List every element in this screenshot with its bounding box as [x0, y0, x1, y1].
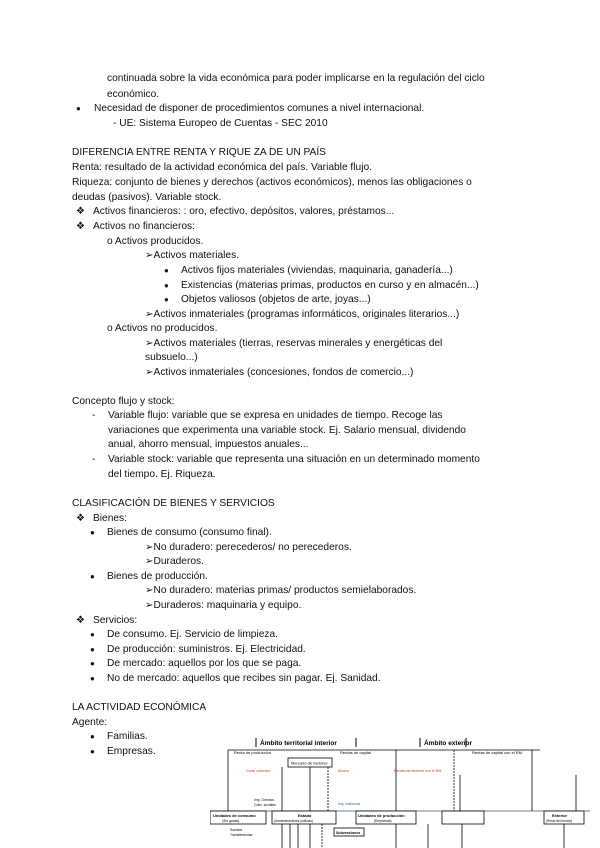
- diagram-label: Cons. colectivo: [246, 769, 271, 773]
- list-marker: ●: [164, 295, 169, 304]
- diagram-label: Cotiz. sociales: [254, 803, 276, 807]
- text-line: De producción: suministros. Ej. Electricidad.: [107, 644, 306, 655]
- list-marker: ●: [90, 674, 95, 683]
- diagram-label: (Resto del mundo): [546, 819, 573, 823]
- text-line: Bienes de producción.: [107, 571, 208, 582]
- diagram-label: Mercado de factores: [291, 760, 328, 766]
- text-line: Renta: resultado de la actividad económica del país. Variable flujo.: [72, 162, 372, 173]
- list-marker: ●: [90, 659, 95, 668]
- diagram-label: Imp. Indirectos: [338, 802, 361, 806]
- text-line: del tiempo. Ej. Riqueza.: [108, 469, 216, 480]
- text-line: LA ACTIVIDAD ECONÓMICA: [72, 702, 207, 713]
- text-line: Empresas.: [107, 746, 156, 757]
- list-marker: ❖: [76, 513, 86, 524]
- list-marker: ●: [90, 732, 95, 741]
- list-marker: ●: [90, 645, 95, 654]
- diagram-title-right: Ámbito exterior: [424, 740, 473, 747]
- text-line: Bienes:: [93, 513, 127, 524]
- text-line: anual, ahorro mensual, impuestos anuales...: [108, 439, 309, 450]
- diagram-label: (Sin ganas): [222, 819, 240, 823]
- economic-activity-diagram: [210, 735, 590, 848]
- list-marker: -: [92, 454, 96, 465]
- text-line: Riqueza: conjunto de bienes y derechos (activos económicos), menos las obligaciones o: [72, 177, 472, 188]
- diagram-label: Transferencias: [230, 833, 253, 837]
- text-line: Servicios:: [93, 615, 138, 626]
- text-line: económico.: [107, 89, 160, 100]
- text-line: deudas (pasivos). Variable stock.: [72, 192, 222, 203]
- text-line: subsuelo...): [145, 352, 198, 363]
- text-line: ➢Activos materiales.: [145, 250, 240, 261]
- list-marker: ●: [76, 104, 81, 113]
- text-line: De mercado: aquellos por los que se paga.: [107, 658, 302, 669]
- diagram-label: (Empresas): [374, 819, 392, 823]
- list-marker: ❖: [76, 615, 86, 626]
- list-marker: ●: [164, 266, 169, 275]
- diagram-label: (Administraciones públicas): [274, 819, 313, 823]
- diagram-label: Exterior: [552, 813, 568, 818]
- list-marker: -: [92, 410, 96, 421]
- diagram-label: Unidades de consumo: [213, 813, 256, 818]
- diagram-label: Ahorro: [338, 769, 349, 773]
- list-marker: ●: [90, 747, 95, 756]
- text-line: variaciones que experimenta una variable stock. Ej. Salario mensual, dividendo: [108, 425, 466, 436]
- list-marker: ●: [164, 281, 169, 290]
- text-line: De consumo. Ej. Servicio de limpieza.: [107, 629, 278, 640]
- diagram-label: Unidades de producción: [358, 813, 405, 818]
- text-line: No de mercado: aquellos que recibes sin pagar. Ej. Sanidad.: [107, 673, 381, 684]
- text-line: Activos fijos materiales (viviendas, maquinaria, ganadería...): [181, 265, 453, 276]
- text-line: Variable flujo: variable que se expresa en unidades de tiempo. Recoge las: [108, 410, 443, 421]
- diagram-label: Rentas de factores con el RM: [394, 769, 442, 773]
- list-marker: ●: [90, 572, 95, 581]
- text-line: - UE: Sistema Europeo de Cuentas - SEC 2010: [113, 118, 328, 129]
- text-line: ➢Activos inmateriales (concesiones, fondos de comercio...): [145, 367, 414, 378]
- text-line: ➢No duradero: perecederos/ no perecederos.: [145, 542, 352, 553]
- diagram-label: Rentas de capital con el RM: [472, 750, 523, 755]
- text-line: Existencias (materias primas, productos en curso y en almacén...): [181, 280, 479, 291]
- text-line: ➢Activos materiales (tierras, reservas minerales y energéticas del: [145, 338, 443, 349]
- list-marker: ●: [90, 630, 95, 639]
- diagram-label: Subvenciones: [336, 831, 361, 835]
- diagram-label: Imp. Directos: [254, 798, 274, 802]
- text-line: Activos financieros: : oro, efectivo, depósitos, valores, préstamos...: [93, 206, 395, 217]
- text-line: Activos no financieros:: [93, 221, 195, 232]
- text-line: Necesidad de disponer de procedimientos comunes a nivel internacional.: [94, 103, 425, 114]
- diagram-label: Estado: [298, 813, 312, 818]
- text-line: DIFERENCIA ENTRE RENTA Y RIQUE ZA DE UN PAÍS: [72, 147, 326, 158]
- text-line: o Activos no producidos.: [107, 323, 218, 334]
- text-line: Variable stock: variable que representa una situación en un determinado momento: [108, 454, 480, 465]
- list-marker: ●: [90, 528, 95, 537]
- text-line: o Activos producidos.: [107, 236, 204, 247]
- text-line: ➢No duradero: materias primas/ productos semielaborados.: [145, 585, 417, 596]
- diagram-label: Sueldos: [230, 828, 243, 832]
- text-line: Bienes de consumo (consumo final).: [107, 527, 272, 538]
- text-line: Concepto flujo y stock:: [72, 396, 175, 407]
- text-line: Agente:: [72, 717, 108, 728]
- text-line: Familias.: [107, 731, 148, 742]
- text-line: ➢Activos inmateriales (programas informáticos, originales literarios...): [145, 309, 460, 320]
- diagram-title-left: Ámbito territorial interior: [260, 740, 337, 747]
- list-marker: ❖: [76, 206, 86, 217]
- diagram-label: Renta de producción: [234, 750, 271, 755]
- text-line: continuada sobre la vida económica para poder implicarse en la regulación del ciclo: [107, 73, 485, 84]
- text-line: ➢Duraderos: maquinaria y equipo.: [145, 600, 302, 611]
- text-line: ➢Duraderos.: [145, 556, 204, 567]
- text-line: CLASIFICACIÓN DE BIENES Y SERVICIOS: [72, 498, 275, 509]
- text-line: Objetos valiosos (objetos de arte, joyas...): [181, 294, 371, 305]
- diagram-label: Rentas de capital: [340, 750, 371, 755]
- list-marker: ❖: [76, 221, 86, 232]
